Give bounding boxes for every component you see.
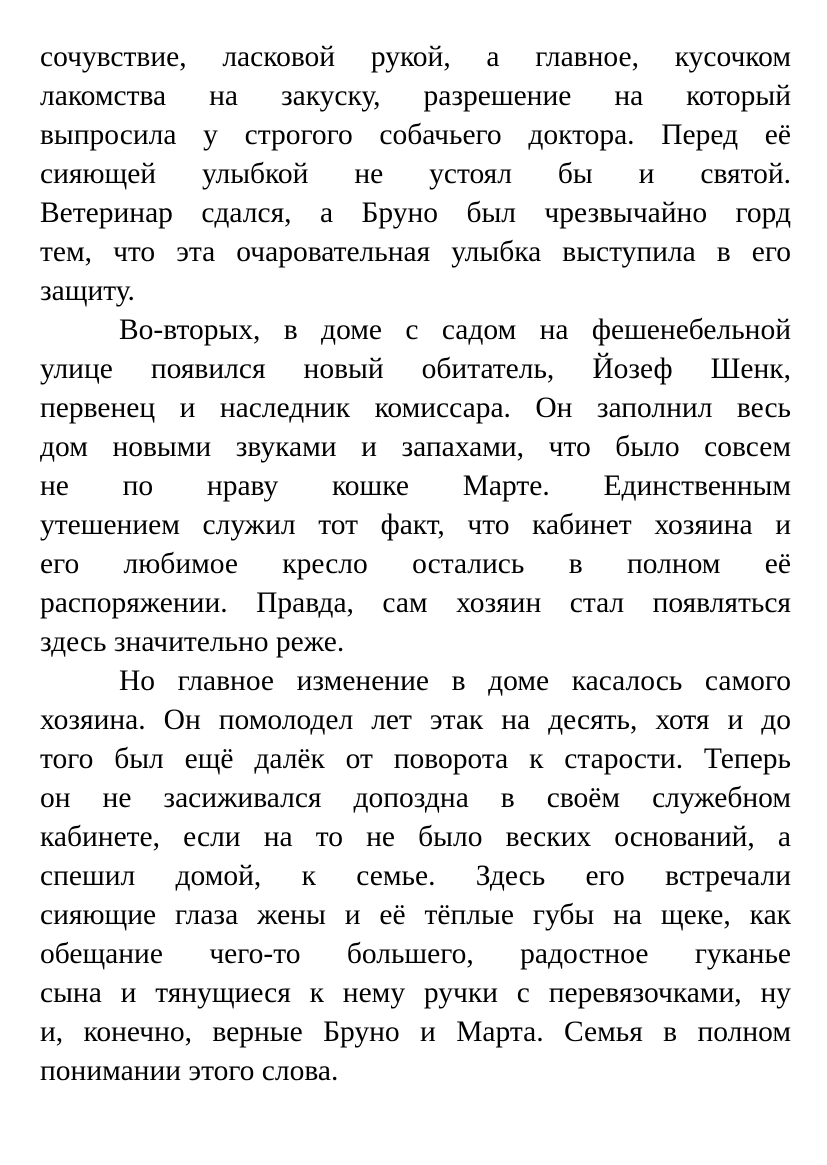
text-line: обещание чего-то большего, радостное гуканье (40, 938, 791, 970)
text-line: понимании этого слова. (40, 1055, 339, 1087)
text-line: Во-вторых, в доме с садом на фешенебельной (119, 314, 791, 346)
text-line: спешил домой, к семье. Здесь его встречали (40, 860, 791, 892)
text-line: его любимое кресло остались в полном её (40, 548, 791, 580)
text-line: распоряжении. Правда, сам хозяин стал появляться (40, 587, 791, 619)
text-line: улице появился новый обитатель, Йозеф Шенк, (40, 353, 791, 385)
text-line: защиту. (40, 275, 135, 307)
text-line: хозяина. Он помолодел лет этак на десять, хотя и до (40, 704, 791, 736)
text-line: сочувствие, ласковой рукой, а главное, кусочком (40, 41, 791, 73)
text-line: дом новыми звуками и запахами, что было совсем (40, 431, 791, 463)
text-line: здесь значительно реже. (40, 626, 345, 658)
text-line: сияющей улыбкой не устоял бы и святой. (40, 158, 791, 190)
text-line: выпросила у строгого собачьего доктора. Перед её (40, 119, 791, 151)
text-line: и, конечно, верные Бруно и Марта. Семья в полном (40, 1016, 791, 1048)
paragraph-2 (40, 311, 791, 662)
text-line: сына и тянущиеся к нему ручки с перевязочками, ну (40, 977, 791, 1009)
text-line: лакомства на закуску, разрешение на который (40, 80, 791, 112)
text-line: утешением служил тот факт, что кабинет хозяина и (40, 509, 791, 541)
text-line: сияющие глаза жены и её тёплые губы на щеке, как (40, 899, 791, 931)
text-line: Ветеринар сдался, а Бруно был чрезвычайно горд (40, 197, 791, 229)
text-line: первенец и наследник комиссара. Он заполнил весь (40, 392, 791, 424)
text-line: кабинете, если на то не было веских оснований, а (40, 821, 791, 853)
text-line: того был ещё далёк от поворота к старости. Теперь (40, 743, 791, 775)
text-line: Но главное изменение в доме касалось самого (119, 665, 791, 697)
paragraph-1 (40, 38, 791, 311)
document-page (40, 38, 791, 1091)
text-line: тем, что эта очаровательная улыбка выступила в его (40, 236, 791, 268)
paragraph-3 (40, 662, 791, 1091)
text-line: он не засиживался допоздна в своём служебном (40, 782, 791, 814)
text-line: не по нраву кошке Марте. Единственным (40, 470, 791, 502)
